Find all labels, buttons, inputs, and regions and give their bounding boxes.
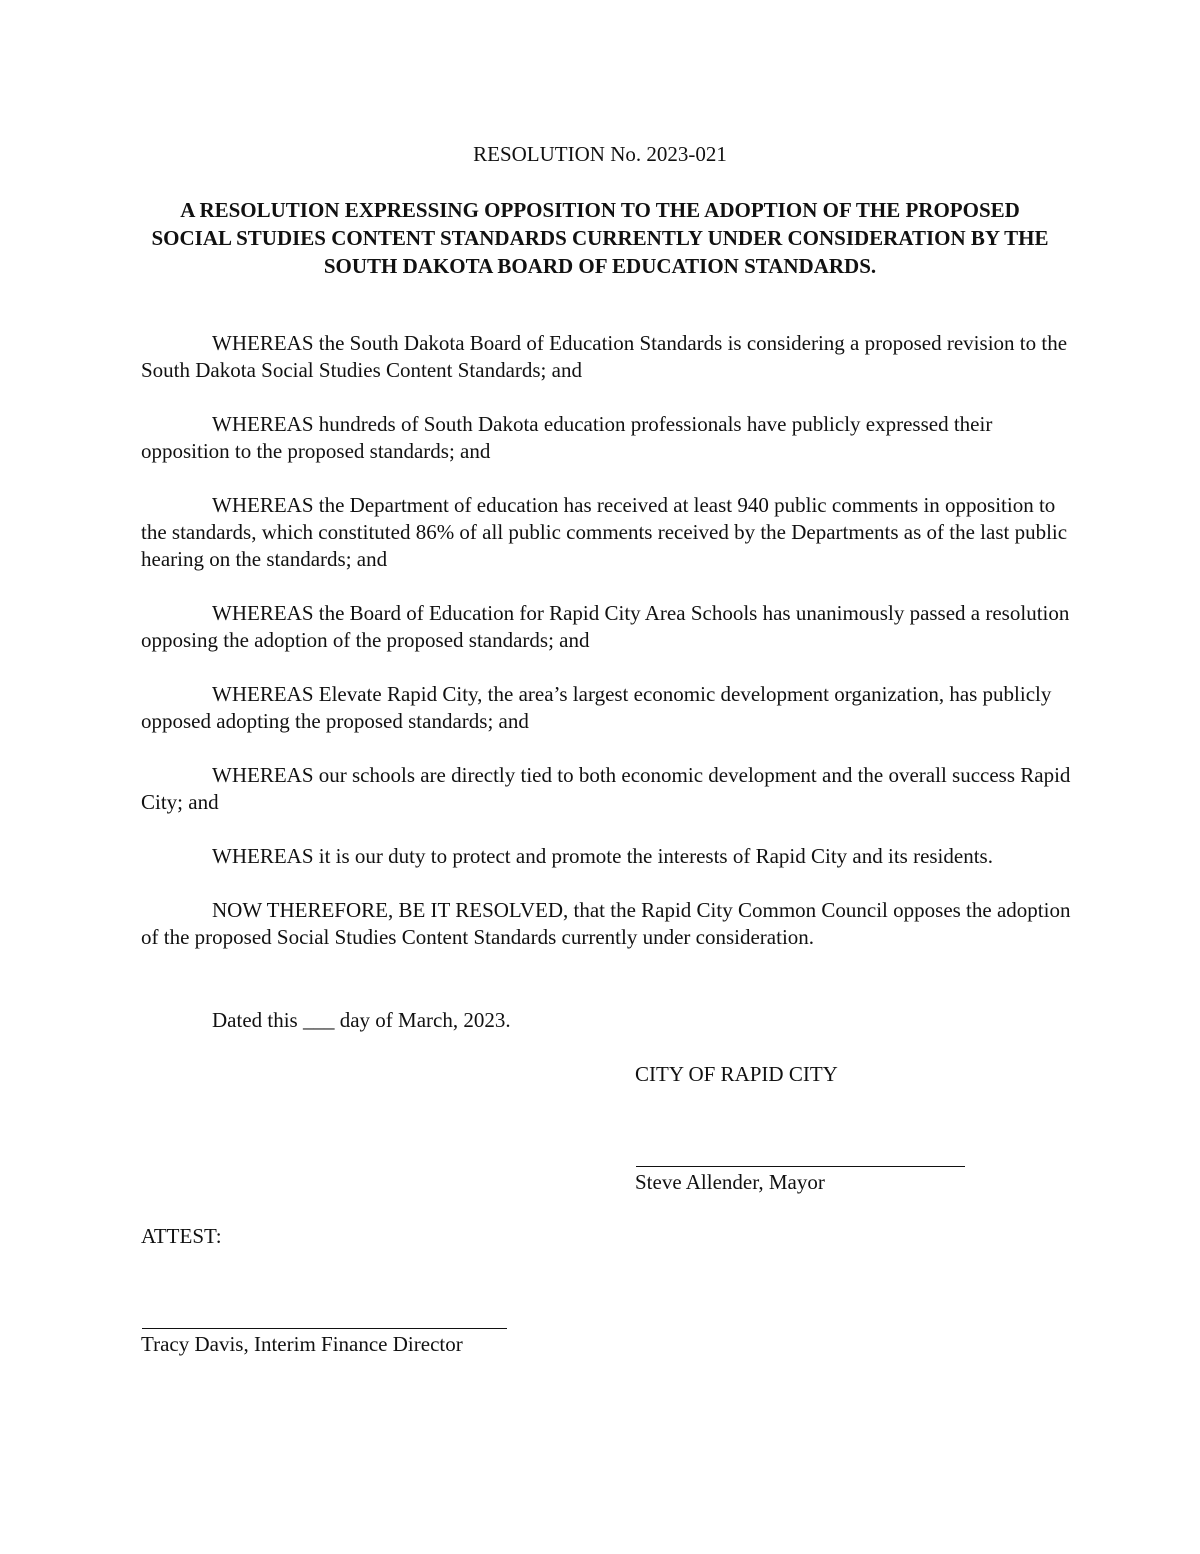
dated-line: Dated this ___ day of March, 2023. bbox=[212, 1008, 511, 1032]
whereas-paragraph: WHEREAS the South Dakota Board of Education Standards is considering a proposed revision to the South Dakota Social Studies Content Standards; and bbox=[141, 331, 1068, 382]
resolution-number: RESOLUTION No. 2023-021 bbox=[473, 142, 727, 166]
whereas-paragraph: WHEREAS the Board of Education for Rapid City Area Schools has unanimously passed a resolution opposing the adoption of the proposed standards; and bbox=[141, 601, 1070, 652]
mayor-signature-name: Steve Allender, Mayor bbox=[635, 1170, 825, 1194]
city-label: CITY OF RAPID CITY bbox=[635, 1062, 838, 1086]
whereas-paragraph: WHEREAS hundreds of South Dakota education professionals have publicly expressed their opposition to the proposed standards; and bbox=[141, 412, 993, 463]
resolution-title: A RESOLUTION EXPRESSING OPPOSITION TO THE ADOPTION OF THE PROPOSED SOCIAL STUDIES CONTENT STANDARDS CURRENTLY UNDER CONSIDERATION BY THE SOUTH DAKOTA BOARD OF EDUCATION STANDARDS. bbox=[151, 198, 1049, 278]
whereas-paragraph: WHEREAS Elevate Rapid City, the area’s largest economic development organization, has publicly opposed adopting the proposed standards; and bbox=[141, 682, 1052, 733]
attest-label: ATTEST: bbox=[141, 1224, 222, 1248]
whereas-paragraph: WHEREAS it is our duty to protect and promote the interests of Rapid City and its residents. bbox=[212, 844, 993, 868]
finance-signature-line bbox=[142, 1328, 507, 1329]
whereas-paragraph: WHEREAS our schools are directly tied to both economic development and the overall success Rapid City; and bbox=[141, 763, 1071, 814]
whereas-paragraph: WHEREAS the Department of education has received at least 940 public comments in opposition to the standards, which constituted 86% of all public comments received by the Departments as of the last public hearing on the standards; and bbox=[141, 493, 1068, 571]
mayor-signature-line bbox=[636, 1166, 965, 1167]
resolved-paragraph: NOW THEREFORE, BE IT RESOLVED, that the Rapid City Common Council opposes the adoption of the proposed Social Studies Content Standards currently under consideration. bbox=[141, 898, 1071, 949]
finance-signature-name: Tracy Davis, Interim Finance Director bbox=[141, 1332, 463, 1356]
resolution-body bbox=[141, 330, 1071, 978]
